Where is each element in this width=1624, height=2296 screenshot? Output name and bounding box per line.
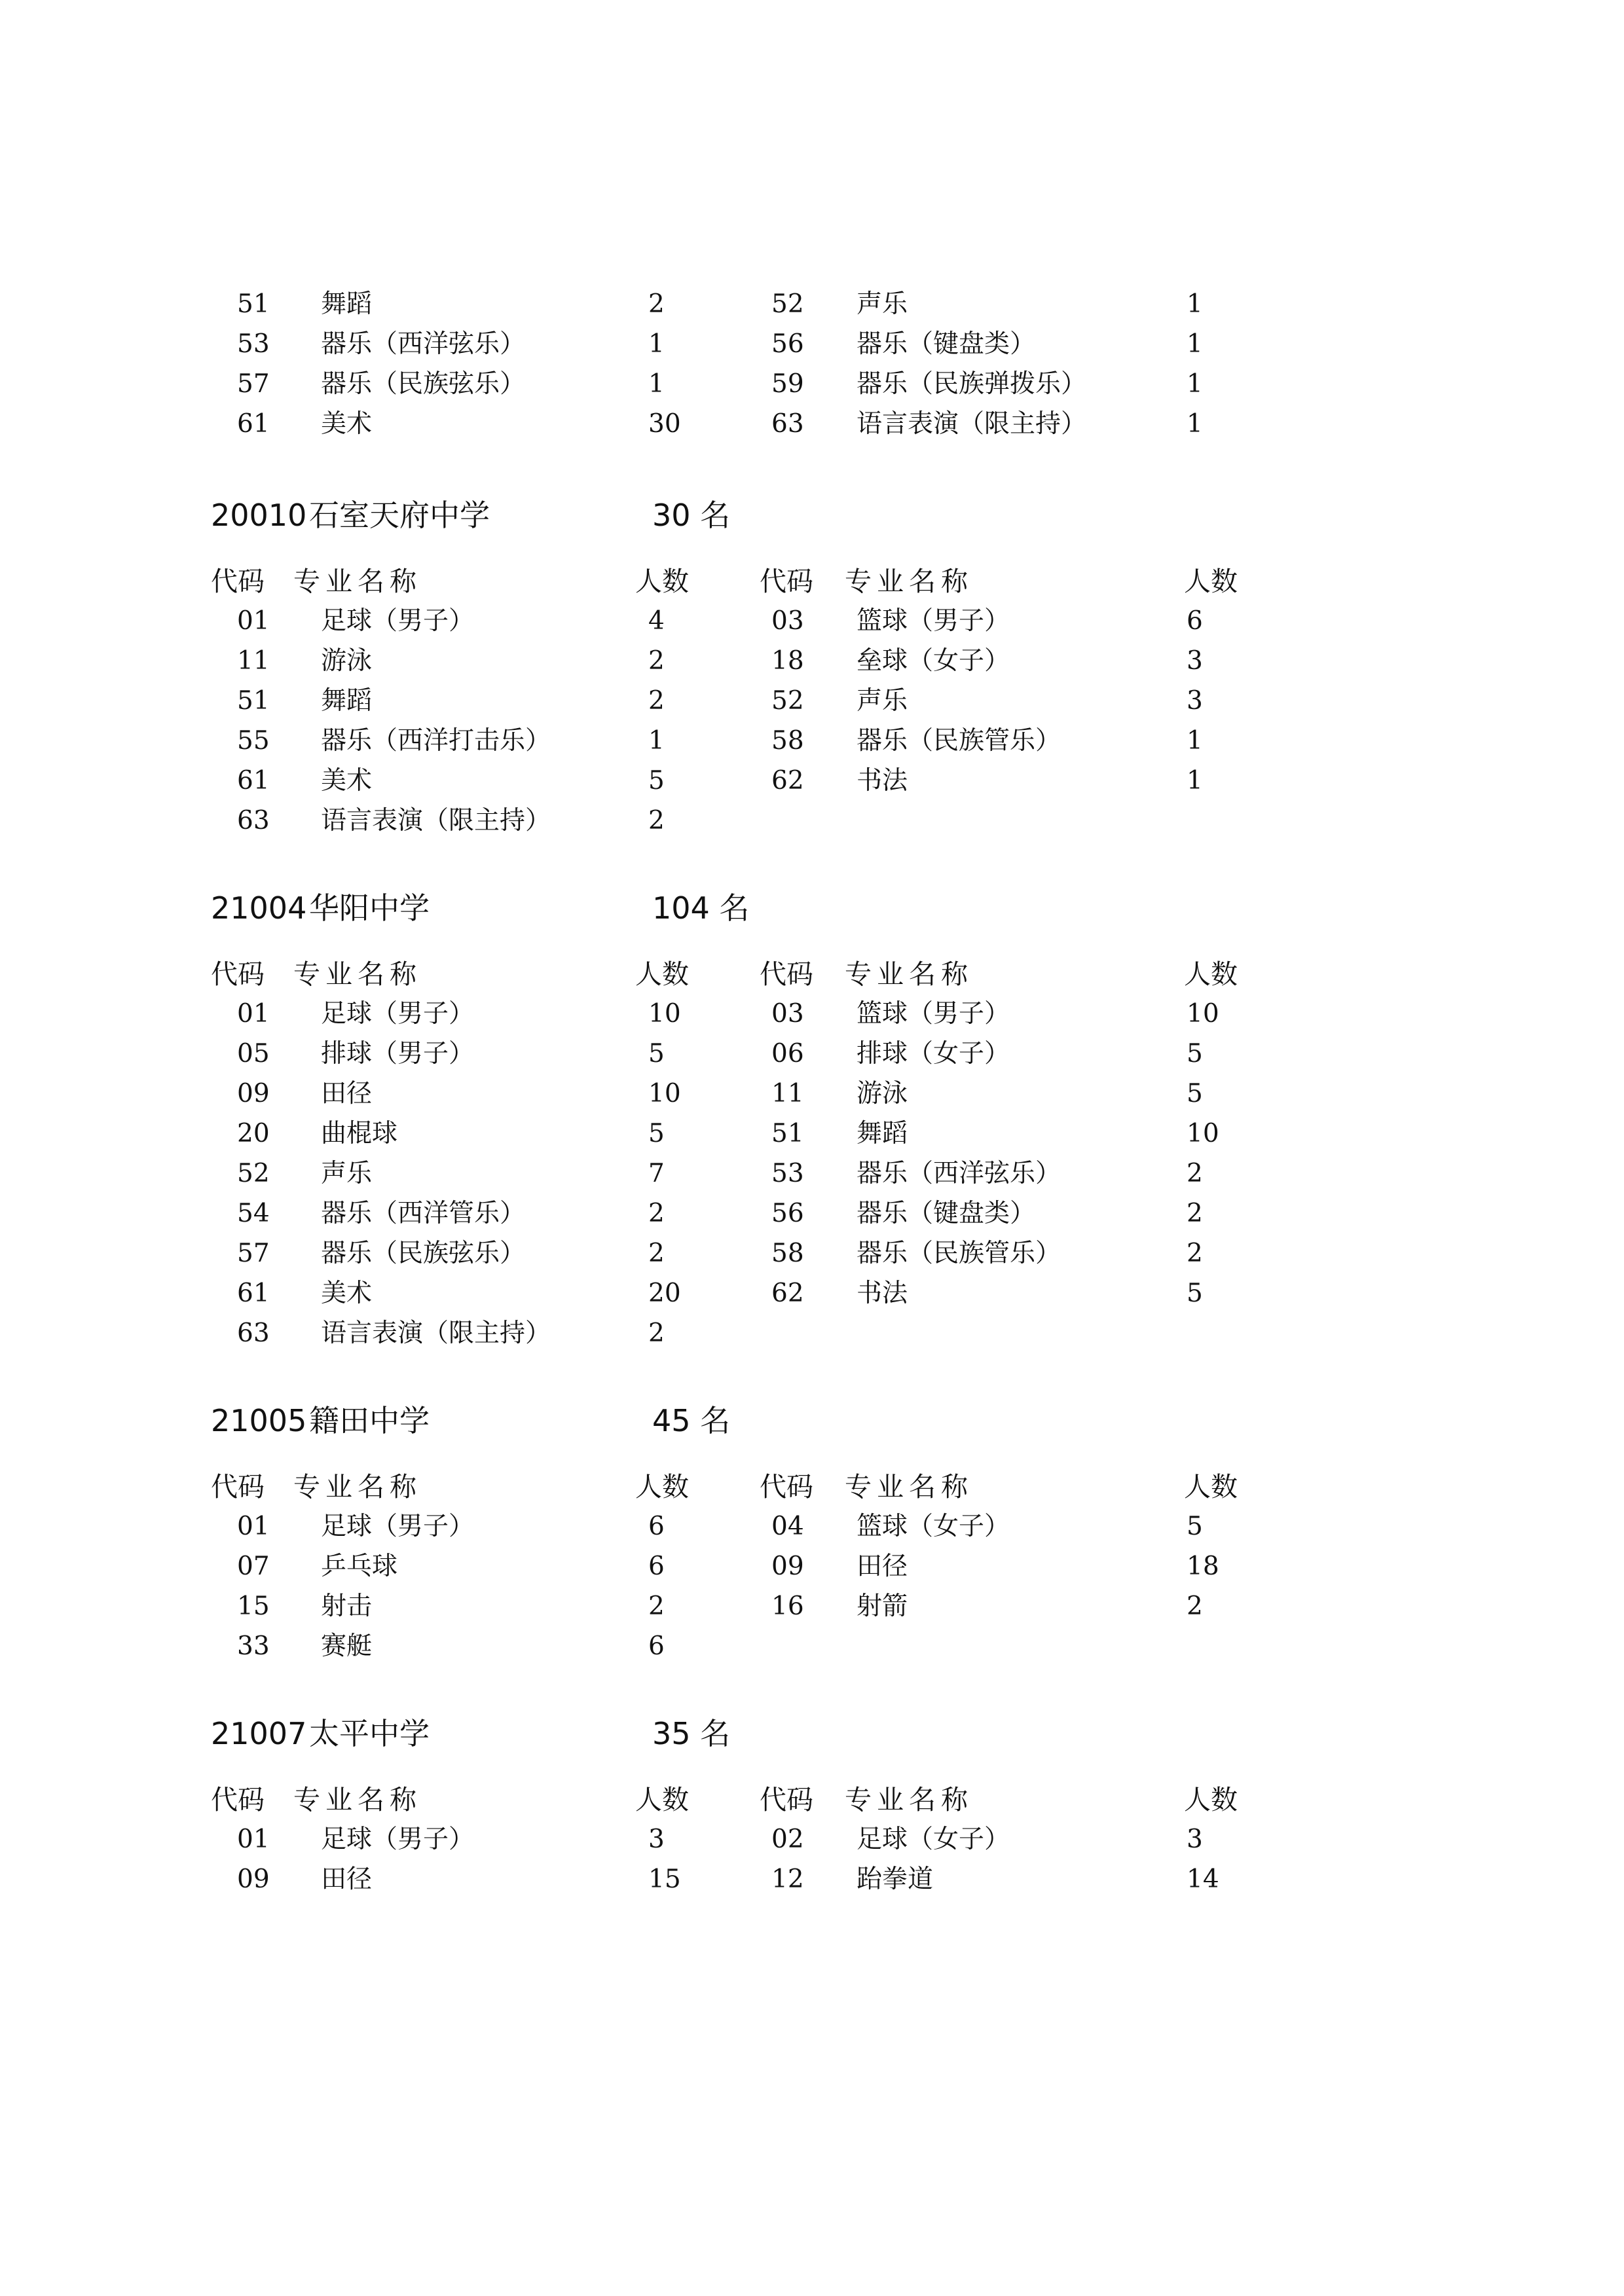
school-id: 20010	[211, 498, 307, 533]
row-major: 语言表演（限主持）	[321, 806, 551, 835]
header-code: 代码	[760, 1784, 813, 1815]
table-row	[0, 364, 1624, 405]
header-count: 人数	[1184, 1471, 1238, 1503]
row-major: 游泳	[321, 646, 373, 676]
row-major: 书法	[857, 766, 908, 795]
header-major: 专业名称	[845, 1784, 973, 1815]
table-row	[0, 601, 1624, 642]
row-count: 10	[1187, 999, 1219, 1029]
row-code: 20	[237, 1119, 270, 1148]
row-count: 6	[1187, 606, 1203, 636]
row-count: 2	[648, 686, 665, 716]
row-major: 篮球（男子）	[857, 999, 1010, 1029]
row-major: 足球（男子）	[321, 1512, 475, 1541]
header-major: 专业名称	[293, 1784, 422, 1815]
school-quota: 104 名	[652, 890, 750, 926]
row-count: 1	[1187, 409, 1203, 439]
row-code: 01	[237, 1825, 270, 1854]
header-major: 专业名称	[845, 1471, 973, 1503]
row-code: 04	[771, 1512, 804, 1541]
header-code: 代码	[760, 958, 813, 990]
school-id: 21005	[211, 1403, 307, 1438]
table-row	[0, 1313, 1624, 1354]
row-count: 1	[1187, 329, 1203, 359]
school-quota: 35 名	[652, 1716, 731, 1751]
school-name: 籍田中学	[309, 1403, 430, 1438]
row-count: 5	[648, 1039, 665, 1068]
row-code: 56	[771, 1199, 804, 1228]
table-row	[0, 1859, 1624, 1900]
row-code: 51	[237, 289, 270, 319]
school-name: 石室天府中学	[309, 498, 490, 533]
row-count: 2	[1187, 1239, 1203, 1268]
table-row	[0, 1506, 1624, 1547]
school-heading	[0, 1711, 1624, 1757]
row-count: 2	[648, 1319, 665, 1348]
row-code: 15	[237, 1592, 270, 1621]
row-code: 06	[771, 1039, 804, 1068]
row-code: 57	[237, 369, 270, 399]
table-row	[0, 324, 1624, 365]
row-code: 09	[237, 1079, 270, 1108]
row-major: 足球（男子）	[321, 606, 475, 636]
row-count: 1	[648, 726, 665, 756]
row-major: 器乐（西洋打击乐）	[321, 726, 551, 756]
table-row	[0, 1233, 1624, 1274]
header-major: 专业名称	[845, 566, 973, 597]
row-major: 器乐（民族管乐）	[857, 726, 1061, 756]
row-code: 55	[237, 726, 270, 756]
row-count: 6	[648, 1552, 665, 1581]
school-id: 21007	[211, 1716, 307, 1751]
table-header	[0, 1467, 1624, 1507]
table-row	[0, 641, 1624, 682]
row-code: 56	[771, 329, 804, 359]
row-count: 5	[648, 766, 665, 795]
row-code: 16	[771, 1592, 804, 1621]
row-code: 59	[771, 369, 804, 399]
table-row	[0, 1273, 1624, 1314]
row-count: 5	[1187, 1512, 1203, 1541]
row-code: 18	[771, 646, 804, 676]
row-count: 5	[1187, 1039, 1203, 1068]
table-row	[0, 1194, 1624, 1234]
header-code: 代码	[760, 1471, 813, 1503]
row-count: 3	[1187, 686, 1203, 716]
row-major: 篮球（女子）	[857, 1512, 1010, 1541]
row-count: 5	[1187, 1279, 1203, 1308]
row-count: 10	[648, 1079, 681, 1108]
school-heading	[0, 492, 1624, 538]
row-code: 58	[771, 1239, 804, 1268]
row-major: 游泳	[857, 1079, 908, 1108]
row-count: 5	[648, 1119, 665, 1148]
row-count: 2	[648, 806, 665, 835]
row-count: 1	[1187, 726, 1203, 756]
row-major: 器乐（民族弦乐）	[321, 1239, 526, 1268]
row-count: 20	[648, 1279, 681, 1308]
row-major: 跆拳道	[857, 1865, 934, 1894]
row-major: 足球（男子）	[321, 999, 475, 1029]
table-header	[0, 561, 1624, 602]
table-row	[0, 1586, 1624, 1627]
row-code: 03	[771, 606, 804, 636]
row-major: 垒球（女子）	[857, 646, 1010, 676]
row-count: 15	[648, 1865, 681, 1894]
school-heading	[0, 1398, 1624, 1444]
row-code: 62	[771, 1279, 804, 1308]
header-code: 代码	[211, 1471, 265, 1503]
row-count: 18	[1187, 1552, 1219, 1581]
row-code: 61	[237, 409, 270, 439]
row-major: 足球（男子）	[321, 1825, 475, 1854]
row-count: 1	[648, 369, 665, 399]
row-code: 54	[237, 1199, 270, 1228]
row-major: 足球（女子）	[857, 1825, 1010, 1854]
row-major: 美术	[321, 766, 373, 795]
table-row	[0, 721, 1624, 761]
row-count: 2	[1187, 1159, 1203, 1188]
table-row	[0, 1626, 1624, 1667]
table-row	[0, 1074, 1624, 1114]
row-major: 射击	[321, 1592, 373, 1621]
row-code: 01	[237, 999, 270, 1029]
header-major: 专业名称	[293, 566, 422, 597]
row-code: 63	[771, 409, 804, 439]
row-count: 3	[1187, 1825, 1203, 1854]
row-major: 器乐（键盘类）	[857, 1199, 1036, 1228]
row-major: 田径	[321, 1865, 373, 1894]
row-count: 2	[648, 289, 665, 319]
header-count: 人数	[635, 1784, 689, 1815]
row-major: 乒乓球	[321, 1552, 398, 1581]
row-major: 器乐（西洋管乐）	[321, 1199, 526, 1228]
row-code: 63	[237, 1319, 270, 1348]
row-count: 10	[648, 999, 681, 1029]
row-count: 2	[648, 1592, 665, 1621]
row-major: 舞蹈	[857, 1119, 908, 1148]
row-count: 5	[1187, 1079, 1203, 1108]
table-row	[0, 761, 1624, 801]
row-count: 7	[648, 1159, 665, 1188]
row-code: 57	[237, 1239, 270, 1268]
header-code: 代码	[211, 1784, 265, 1815]
row-major: 美术	[321, 1279, 373, 1308]
row-count: 1	[1187, 369, 1203, 399]
row-code: 05	[237, 1039, 270, 1068]
header-major: 专业名称	[293, 1471, 422, 1503]
table-row	[0, 994, 1624, 1034]
row-code: 53	[771, 1159, 804, 1188]
header-count: 人数	[1184, 566, 1238, 597]
row-code: 52	[771, 686, 804, 716]
header-count: 人数	[1184, 1784, 1238, 1815]
row-code: 61	[237, 766, 270, 795]
school-id: 21004	[211, 890, 307, 926]
table-row	[0, 284, 1624, 325]
row-count: 1	[1187, 766, 1203, 795]
row-major: 声乐	[857, 686, 908, 716]
row-count: 6	[648, 1631, 665, 1661]
row-major: 曲棍球	[321, 1119, 398, 1148]
row-major: 田径	[857, 1552, 908, 1581]
header-code: 代码	[760, 566, 813, 597]
row-code: 52	[237, 1159, 270, 1188]
row-count: 2	[1187, 1592, 1203, 1621]
row-code: 53	[237, 329, 270, 359]
row-count: 1	[648, 329, 665, 359]
header-count: 人数	[1184, 958, 1238, 990]
row-major: 语言表演（限主持）	[857, 409, 1087, 439]
row-major: 语言表演（限主持）	[321, 1319, 551, 1348]
row-major: 舞蹈	[321, 686, 373, 716]
row-major: 器乐（西洋弦乐）	[321, 329, 526, 359]
row-count: 10	[1187, 1119, 1219, 1148]
row-code: 09	[237, 1865, 270, 1894]
row-major: 器乐（民族弹拨乐）	[857, 369, 1087, 399]
row-code: 51	[237, 686, 270, 716]
row-major: 赛艇	[321, 1631, 373, 1661]
school-name: 华阳中学	[309, 890, 430, 926]
row-major: 排球（男子）	[321, 1039, 475, 1068]
header-code: 代码	[211, 958, 265, 990]
row-code: 12	[771, 1865, 804, 1894]
school-quota: 45 名	[652, 1403, 731, 1438]
row-code: 52	[771, 289, 804, 319]
table-row	[0, 1034, 1624, 1074]
row-code: 58	[771, 726, 804, 756]
header-major: 专业名称	[293, 958, 422, 990]
row-code: 07	[237, 1552, 270, 1581]
table-row	[0, 1114, 1624, 1154]
row-code: 01	[237, 606, 270, 636]
row-code: 02	[771, 1825, 804, 1854]
row-code: 11	[771, 1079, 804, 1108]
row-code: 63	[237, 806, 270, 835]
row-count: 2	[1187, 1199, 1203, 1228]
table-row	[0, 1546, 1624, 1587]
row-count: 3	[648, 1825, 665, 1854]
row-code: 11	[237, 646, 270, 676]
row-count: 2	[648, 646, 665, 676]
row-code: 62	[771, 766, 804, 795]
row-count: 14	[1187, 1865, 1219, 1894]
row-major: 射箭	[857, 1592, 908, 1621]
row-major: 田径	[321, 1079, 373, 1108]
school-name: 太平中学	[309, 1716, 430, 1751]
row-major: 器乐（键盘类）	[857, 329, 1036, 359]
row-code: 09	[771, 1552, 804, 1581]
school-heading	[0, 885, 1624, 931]
table-row	[0, 681, 1624, 721]
row-code: 03	[771, 999, 804, 1029]
row-count: 2	[648, 1199, 665, 1228]
table-header	[0, 954, 1624, 994]
row-code: 33	[237, 1631, 270, 1661]
row-count: 2	[648, 1239, 665, 1268]
row-major: 书法	[857, 1279, 908, 1308]
row-major: 篮球（男子）	[857, 606, 1010, 636]
table-row	[0, 1154, 1624, 1194]
row-count: 4	[648, 606, 665, 636]
row-major: 排球（女子）	[857, 1039, 1010, 1068]
header-count: 人数	[635, 1471, 689, 1503]
row-major: 声乐	[321, 1159, 373, 1188]
row-major: 美术	[321, 409, 373, 439]
row-count: 6	[648, 1512, 665, 1541]
row-count: 3	[1187, 646, 1203, 676]
row-major: 舞蹈	[321, 289, 373, 319]
row-count: 30	[648, 409, 681, 439]
row-major: 器乐（西洋弦乐）	[857, 1159, 1061, 1188]
table-row	[0, 801, 1624, 841]
header-major: 专业名称	[845, 958, 973, 990]
header-count: 人数	[635, 566, 689, 597]
row-major: 器乐（民族管乐）	[857, 1239, 1061, 1268]
row-major: 声乐	[857, 289, 908, 319]
row-code: 61	[237, 1279, 270, 1308]
table-row	[0, 1819, 1624, 1860]
table-row	[0, 404, 1624, 445]
table-header	[0, 1779, 1624, 1820]
row-major: 器乐（民族弦乐）	[321, 369, 526, 399]
row-code: 01	[237, 1512, 270, 1541]
row-code: 51	[771, 1119, 804, 1148]
row-count: 1	[1187, 289, 1203, 319]
header-code: 代码	[211, 566, 265, 597]
school-quota: 30 名	[652, 498, 731, 533]
header-count: 人数	[635, 958, 689, 990]
